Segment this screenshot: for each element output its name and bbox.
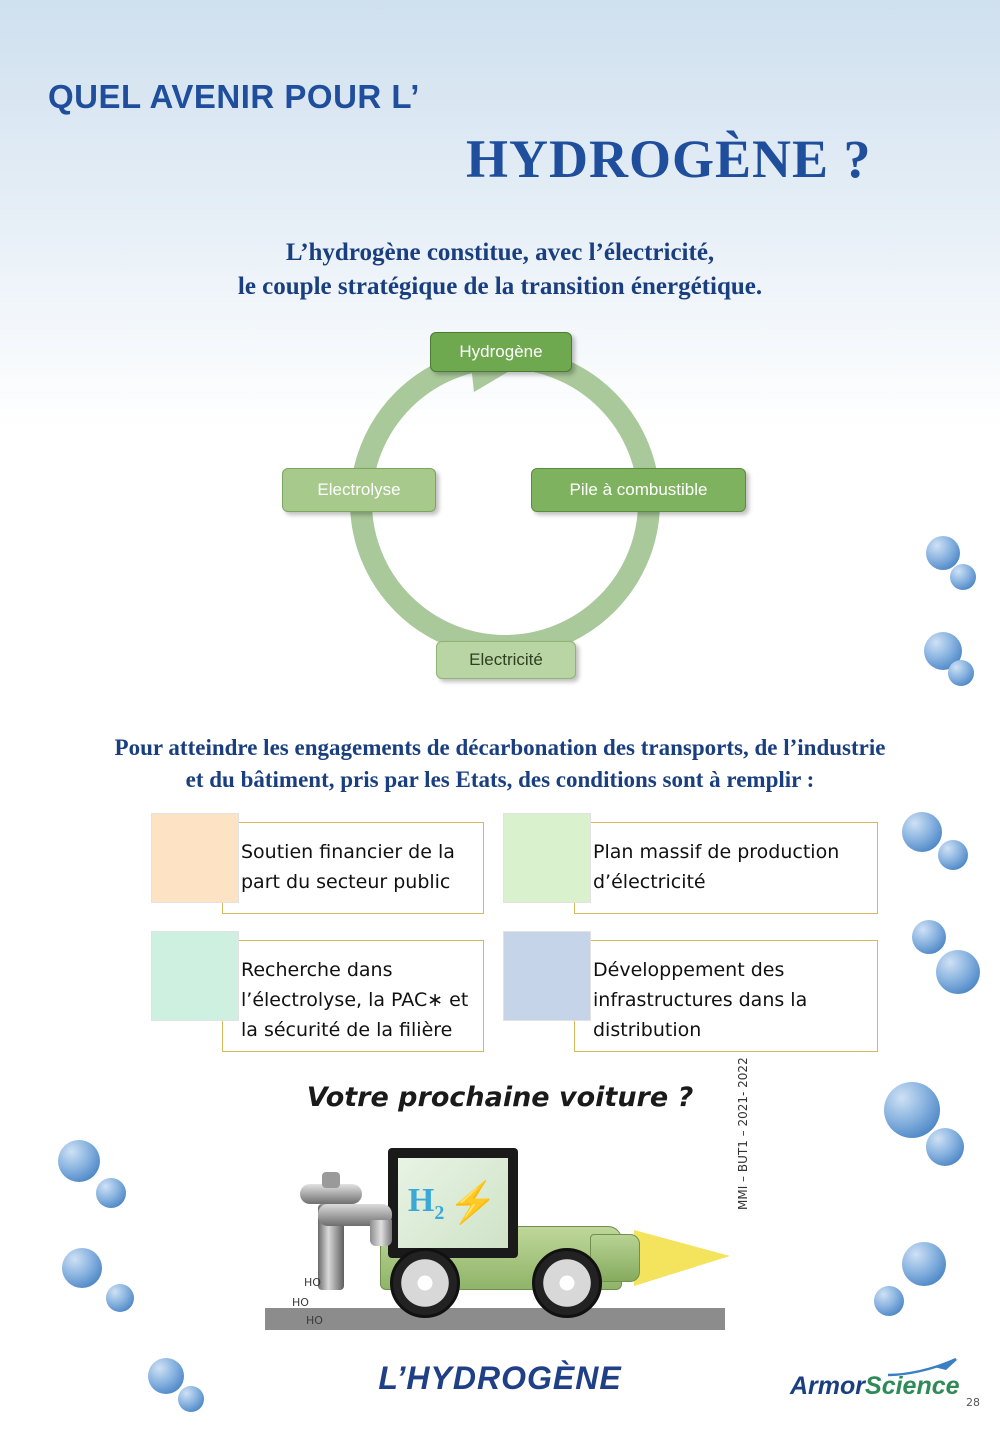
logo-text-armor: Armor [790, 1372, 866, 1400]
page-title-line1: QUEL AVENIR POUR L’ [48, 78, 420, 115]
cycle-node-electrolyse[interactable]: Electrolyse [282, 468, 436, 512]
bubble-decoration [58, 1140, 100, 1182]
bubble-decoration [874, 1286, 904, 1316]
bubble-decoration [884, 1082, 940, 1138]
bubble-decoration [902, 812, 942, 852]
road-strip [265, 1308, 725, 1330]
bubble-decoration [62, 1248, 102, 1288]
h2-subscript: 2 [434, 1201, 445, 1224]
cycle-node-electricite[interactable]: Electricité [436, 641, 576, 679]
bubble-decoration [936, 950, 980, 994]
condition-card-4-text: Développement des infrastructures dans la distribution [593, 959, 808, 1041]
water-tap-illustration [278, 1164, 398, 1294]
condition-card-2-text: Plan massif de production d’électricité [593, 841, 840, 893]
footer-hydrogene-title: L’HYDROGÈNE [378, 1360, 622, 1396]
water-drop-label-2: HO [292, 1296, 309, 1309]
intro-paragraph [0, 236, 1000, 304]
page-title-line2: HYDROGÈNE ? [466, 129, 872, 189]
condition-card-3-text: Recherche dans l’électrolyse, la PAC∗ et la sécurité de la filière [241, 959, 469, 1041]
h2-formula: $H_2$ [407, 1181, 445, 1224]
bubble-decoration [178, 1386, 204, 1412]
condition-card-2 [574, 822, 878, 914]
hydrogen-tank [388, 1148, 518, 1258]
bubble-decoration [938, 840, 968, 870]
cycle-node-pile-a-combustible[interactable]: Pile à combustible [531, 468, 746, 512]
armorscience-logo[interactable] [790, 1358, 962, 1404]
bubble-decoration [926, 1128, 964, 1166]
headlight-beam [634, 1230, 730, 1286]
condition-card-4 [574, 940, 878, 1052]
intro-line-2: le couple stratégique de la transition énergétique. [237, 273, 763, 300]
hydrogen-tank-face [398, 1158, 508, 1248]
condition-card-1 [222, 822, 484, 914]
bubble-decoration [948, 660, 974, 686]
hydrogen-car-illustration [260, 1130, 740, 1360]
logo-text-science: Science [865, 1372, 960, 1400]
logo-wordmark [790, 1372, 960, 1401]
condition-card-1-text: Soutien financier de la part du secteur public [241, 841, 455, 893]
water-drop-label-1: HO [304, 1276, 321, 1289]
intro-line-1: L’hydrogène constitue, avec l’électricité, [285, 239, 715, 266]
condition-card-3 [222, 940, 484, 1052]
bubble-decoration [148, 1358, 184, 1394]
tap-knob [322, 1172, 340, 1188]
vertical-credit-text: MMI – BUT1 – 2021- 2022 [736, 1057, 750, 1210]
conditions-heading-line-1: Pour atteindre les engagements de décarbonation des transports, de l’industrie [114, 735, 886, 760]
page-number: 28 [966, 1396, 980, 1409]
bubble-decoration [950, 564, 976, 590]
bubble-decoration [926, 536, 960, 570]
lightning-bolt-icon: ⚡ [448, 1181, 499, 1225]
bubble-decoration [106, 1284, 134, 1312]
conditions-heading [0, 732, 1000, 796]
hydrogen-cycle-diagram [268, 326, 768, 706]
bubble-decoration [912, 920, 946, 954]
bubble-decoration [902, 1242, 946, 1286]
car-wheel-rear [390, 1248, 460, 1318]
tap-nozzle [370, 1220, 392, 1246]
car-wheel-front [532, 1248, 602, 1318]
next-car-question: Votre prochaine voiture ? [306, 1082, 694, 1113]
conditions-heading-line-2: et du bâtiment, pris par les Etats, des conditions sont à remplir : [185, 767, 815, 792]
bubble-decoration [96, 1178, 126, 1208]
water-drop-label-3: HO [306, 1314, 323, 1327]
cycle-node-hydrogene[interactable]: Hydrogène [430, 332, 572, 372]
